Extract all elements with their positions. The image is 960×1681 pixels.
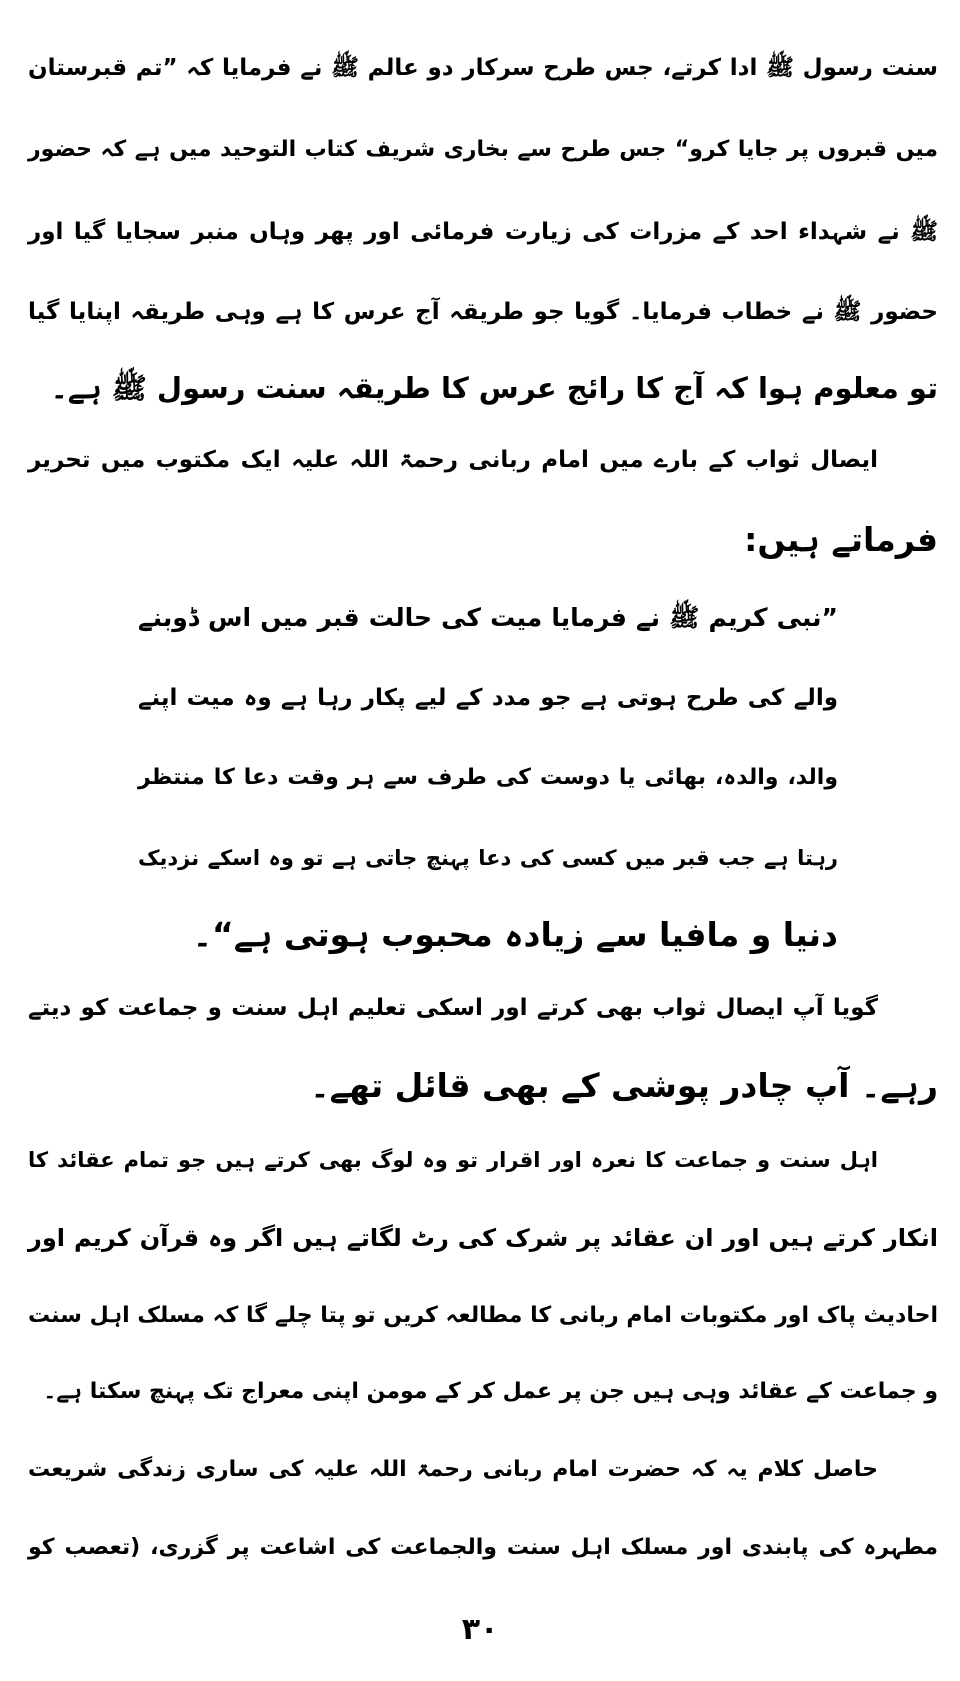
paragraph-5-line-1: حاصل کلام یہ کہ حضرت امام ربانی رحمۃ اللہ علیہ کی ساری زندگی شریعت xyxy=(28,1457,878,1482)
text-line-1: سنت رسول ﷺ ادا کرتے، جس طرح سرکار دو عالم ﷺ نے فرمایا کہ ”تم قبرستان xyxy=(28,55,938,81)
text-line-3: ﷺ نے شہداء احد کے مزرات کی زیارت فرمائی اور پھر وہاں منبر سجایا گیا اور xyxy=(28,219,938,245)
paragraph-3-line-2: رہے۔ آپ چادر پوشی کے بھی قائل تھے۔ xyxy=(310,1066,938,1105)
paragraph-2-line-2: فرماتے ہیں: xyxy=(744,520,938,559)
document-page xyxy=(28,20,938,1660)
paragraph-4-line-4: و جماعت کے عقائد وہی ہیں جن پر عمل کر کے مومن اپنی معراج تک پہنچ سکتا ہے۔ xyxy=(43,1379,938,1404)
paragraph-3-line-1: گویا آپ ایصال ثواب بھی کرتے اور اسکی تعلیم اہل سنت و جماعت کو دیتے xyxy=(28,995,878,1021)
text-line-4: حضور ﷺ نے خطاب فرمایا۔ گویا جو طریقہ آج عرس کا ہے وہی طریقہ اپنایا گیا xyxy=(28,299,938,325)
text-line-5: تو معلوم ہوا کہ آج کا رائج عرس کا طریقہ سنت رسول ﷺ ہے۔ xyxy=(50,371,938,405)
quote-line-1: ”نبی کریم ﷺ نے فرمایا میت کی حالت قبر میں اس ڈوبنے xyxy=(138,603,838,632)
paragraph-4-line-3: احادیث پاک اور مکتوبات امام ربانی کا مطالعہ کریں تو پتا چلے گا کہ مسلک اہل سنت xyxy=(28,1303,938,1328)
quote-line-4: رہتا ہے جب قبر میں کسی کی دعا پہنچ جاتی ہے تو وہ اسکے نزدیک xyxy=(138,846,838,870)
text-line-2: میں قبروں پر جایا کرو“ جس طرح سے بخاری شریف کتاب التوحید میں ہے کہ حضور xyxy=(28,137,938,162)
paragraph-4-line-2: انکار کرتے ہیں اور ان عقائد پر شرک کی رٹ لگاتے ہیں اگر وہ قرآن کریم اور xyxy=(28,1224,938,1252)
quote-line-3: والد، والدہ، بھائی یا دوست کی طرف سے ہر وقت دعا کا منتظر xyxy=(138,765,838,790)
page-number: ۳۰ xyxy=(461,1612,499,1647)
quote-line-5: دنیا و مافیا سے زیادہ محبوب ہوتی ہے“۔ xyxy=(192,915,838,954)
paragraph-2-line-1: ایصال ثواب کے بارے میں امام ربانی رحمۃ اللہ علیہ ایک مکتوب میں تحریر xyxy=(28,447,878,473)
paragraph-4-line-1: اہل سنت و جماعت کا نعرہ اور اقرار تو وہ لوگ بھی کرتے ہیں جو تمام عقائد کا xyxy=(28,1148,878,1172)
paragraph-5-line-2: مطہرہ کی پابندی اور مسلک اہل سنت والجماعت کی اشاعت پر گزری، (تعصب کو xyxy=(28,1535,938,1560)
quote-line-2: والے کی طرح ہوتی ہے جو مدد کے لیے پکار رہا ہے وہ میت اپنے xyxy=(138,685,838,711)
